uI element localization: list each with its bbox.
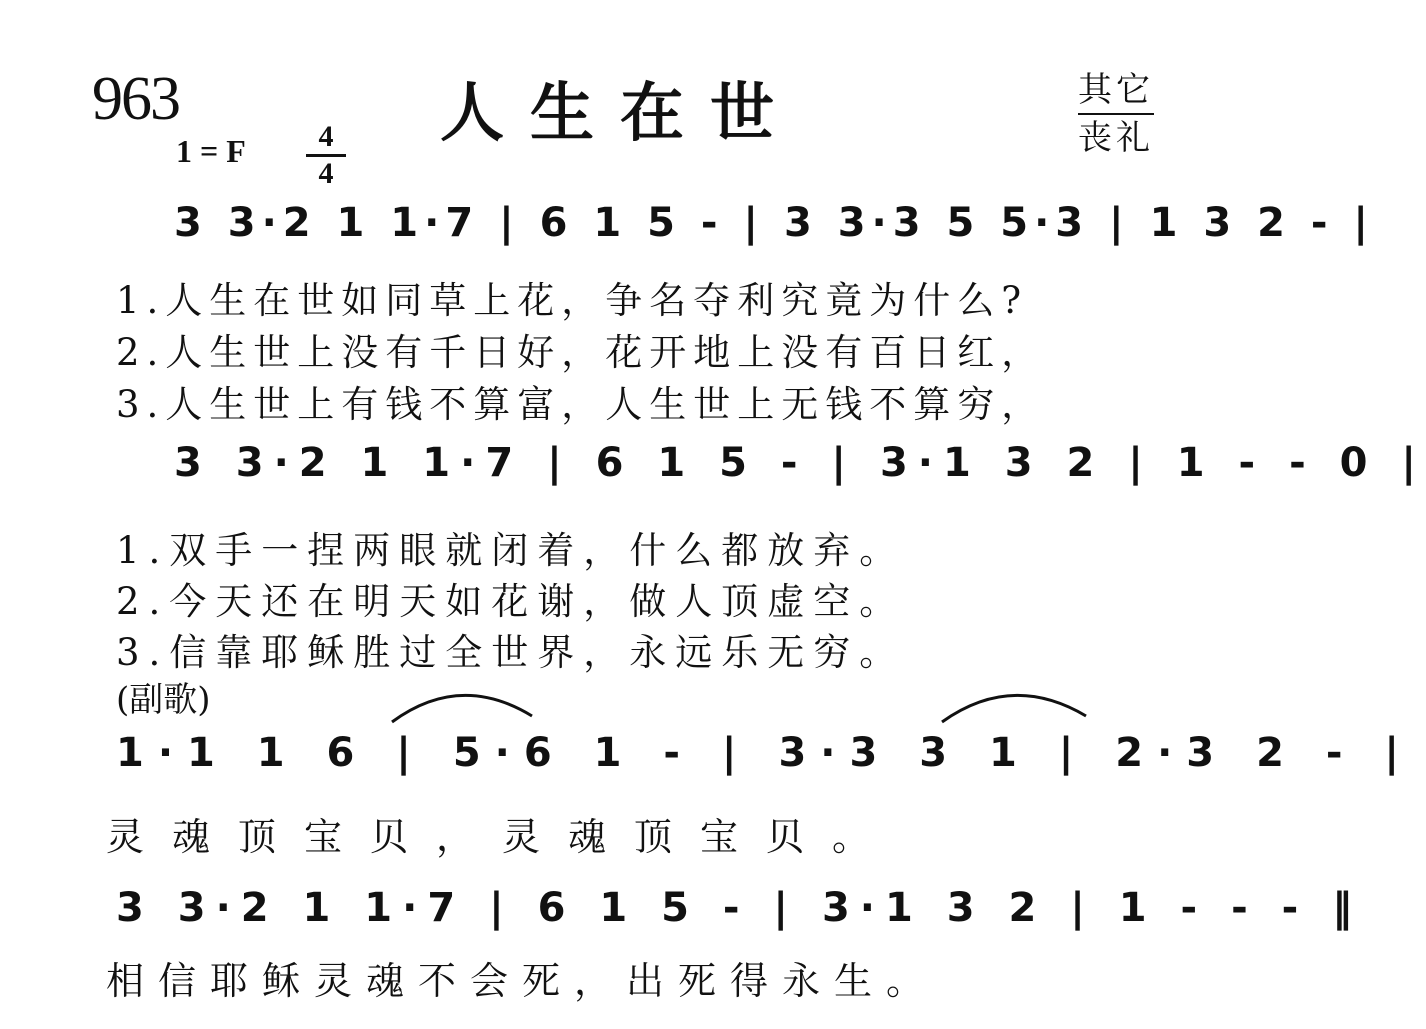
lyric-refrain-line-1: 灵魂顶宝贝，灵魂顶宝贝。 xyxy=(106,815,899,859)
time-denominator: 4 xyxy=(318,157,334,190)
notation-line-1: 3 3·2 1 1·7 | 6 1 5 - | 3 3·3 5 5·3 | 1 3 2 - | xyxy=(174,200,1374,246)
slur-2 xyxy=(942,695,1086,722)
lyric-verse-1-line-1: 1.人生在世如同草上花，争名夺利究竟为什么? xyxy=(116,279,1029,322)
refrain-label: (副歌) xyxy=(116,680,211,720)
lyric-verse-3-line-2: 3.信靠耶稣胜过全世界，永远乐无穷。 xyxy=(116,631,906,674)
time-numerator: 4 xyxy=(318,120,334,153)
lyric-verse-2-line-2: 2.今天还在明天如花谢，做人顶虚空。 xyxy=(116,580,906,623)
notation-line-3: 1·1 1 6 | 5·6 1 - | 3·3 3 1 | 2·3 2 - | xyxy=(116,730,1413,776)
subcategory-label: 丧礼 xyxy=(1078,118,1154,158)
key-signature: 1 = F xyxy=(176,133,246,169)
lyric-verse-2-line-1: 2.人生世上没有千日好，花开地上没有百日红， xyxy=(116,331,1046,374)
notation-line-4: 3 3·2 1 1·7 | 6 1 5 - | 3·1 3 2 | 1 - - - ‖ xyxy=(116,885,1363,931)
hymn-number: 963 xyxy=(92,65,179,133)
notation-line-2: 3 3·2 1 1·7 | 6 1 5 - | 3·1 3 2 | 1 - - 0 | xyxy=(174,440,1426,486)
lyric-refrain-line-2: 相信耶稣灵魂不会死，出死得永生。 xyxy=(106,959,939,1003)
lyric-verse-3-line-1: 3.人生世上有钱不算富，人生世上无钱不算穷， xyxy=(116,383,1046,426)
lyric-verse-1-line-2: 1.双手一捏两眼就闭着，什么都放弃。 xyxy=(116,529,906,572)
song-title: 人生在世 xyxy=(440,77,800,151)
category-label: 其它 xyxy=(1078,62,1154,115)
slur-1 xyxy=(392,695,532,722)
